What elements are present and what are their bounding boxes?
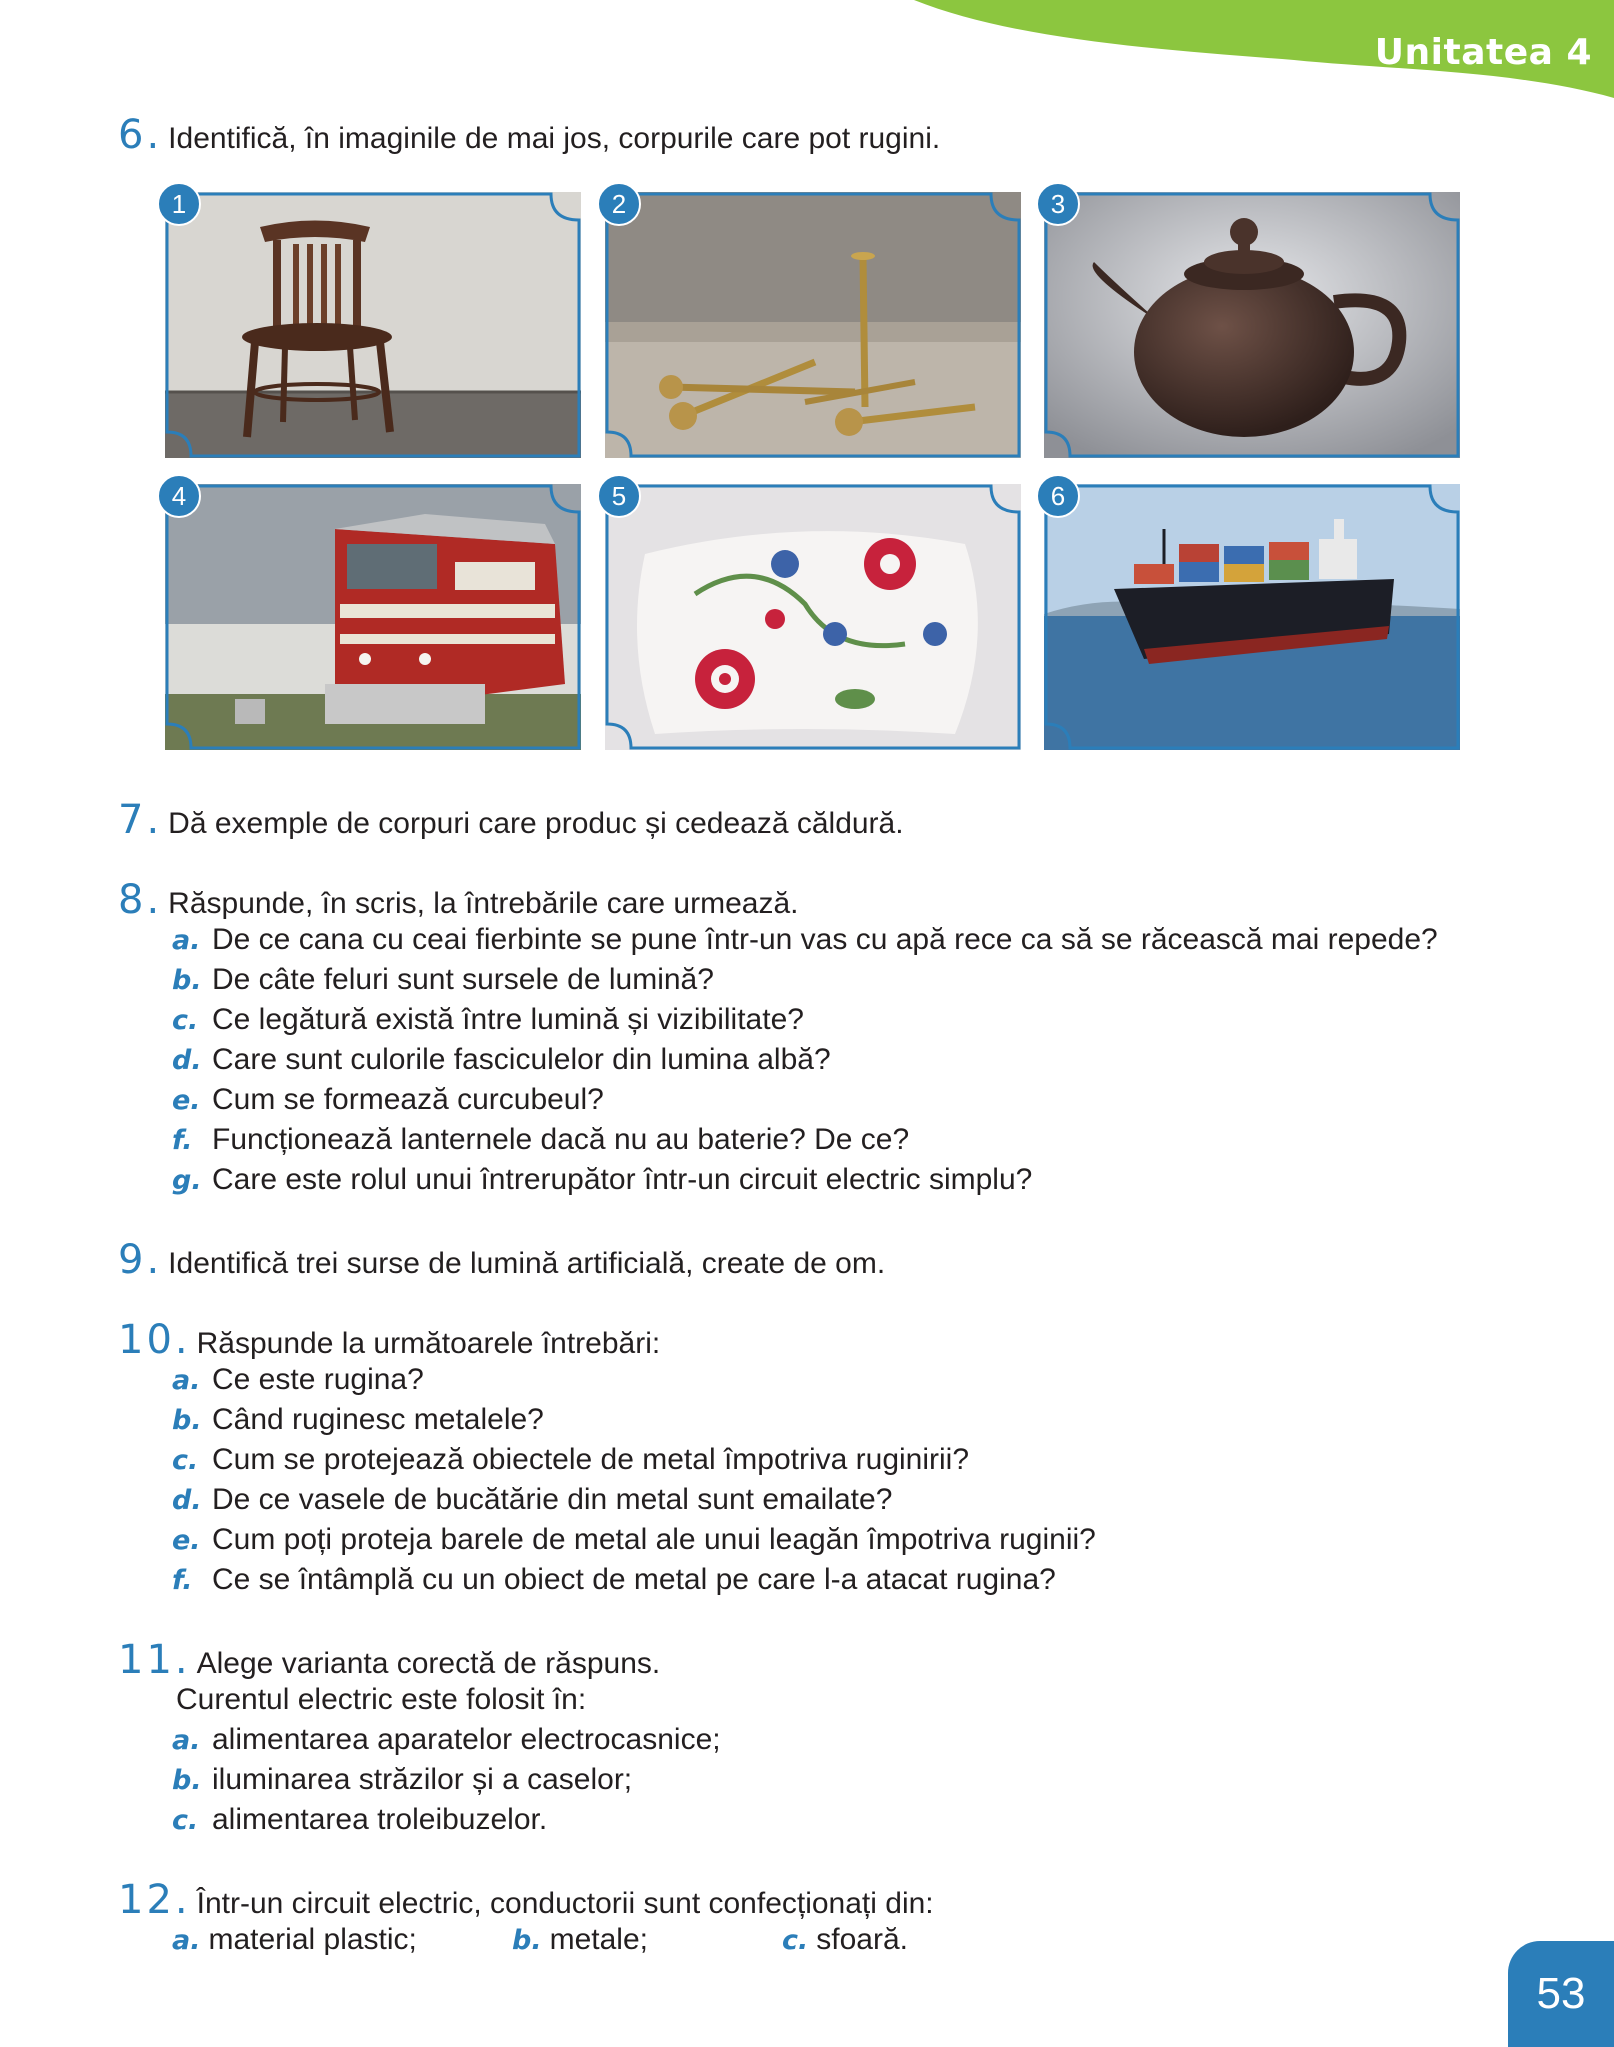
question-number: 6. — [118, 112, 163, 158]
subquestion — [172, 1160, 1032, 1201]
item-text: Care este rolul unui întrerupător într-un circuit electric simplu? — [212, 1163, 1033, 1196]
item-letter: f. — [172, 1565, 193, 1596]
item-letter: g. — [172, 1165, 202, 1196]
photo-3 — [1044, 188, 1460, 458]
question-8 — [118, 877, 799, 924]
answer-option — [782, 1920, 908, 1961]
question-text: Răspunde la următoarele întrebări: — [196, 1327, 661, 1360]
item-letter: d. — [172, 1485, 202, 1516]
photo-badge: 3 — [1036, 182, 1080, 226]
item-letter: a. — [172, 1725, 201, 1756]
photo-frame — [1044, 484, 1460, 750]
photo-1 — [165, 188, 581, 458]
question-number: 9. — [118, 1237, 163, 1283]
question-7 — [118, 797, 904, 844]
question-text: Dă exemple de corpuri care produc și cedează căldură. — [168, 807, 904, 840]
question-text: Alege varianta corectă de răspuns. — [196, 1647, 661, 1680]
subquestion — [172, 1080, 604, 1121]
item-text: Funcționează lanternele dacă nu au baterie? De ce? — [212, 1123, 910, 1156]
question-11 — [118, 1637, 661, 1684]
photo-badge: 1 — [157, 182, 201, 226]
photo-badge: 2 — [597, 182, 641, 226]
photo-badge: 5 — [597, 474, 641, 518]
item-letter: e. — [172, 1085, 201, 1116]
question-number: 12. — [118, 1877, 191, 1923]
item-letter: f. — [172, 1125, 193, 1156]
question-text: Identifică trei surse de lumină artificială, create de om. — [168, 1247, 886, 1280]
subquestion — [172, 1720, 721, 1761]
item-letter: b. — [172, 965, 202, 996]
item-text: De câte feluri sunt sursele de lumină? — [212, 963, 714, 996]
subquestion — [172, 1400, 544, 1441]
item-text: Cum se formează curcubeul? — [212, 1083, 604, 1116]
question-text: Răspunde, în scris, la întrebările care urmează. — [168, 887, 799, 920]
question-number: 11. — [118, 1637, 191, 1683]
item-letter: c. — [782, 1925, 809, 1956]
item-text: Ce se întâmplă cu un obiect de metal pe care l-a atacat rugina? — [212, 1563, 1056, 1596]
subquestion — [172, 1360, 424, 1401]
photo-frame — [1044, 192, 1460, 458]
photo-badge: 6 — [1036, 474, 1080, 518]
question-subtext: Curentul electric este folosit în: — [176, 1683, 587, 1716]
photo-6 — [1044, 480, 1460, 750]
item-text: alimentarea aparatelor electrocasnice; — [212, 1723, 721, 1756]
subquestion — [172, 1000, 804, 1041]
item-letter: a. — [172, 925, 201, 956]
item-letter: c. — [172, 1445, 199, 1476]
subquestion — [172, 1040, 831, 1081]
item-text: iluminarea străzilor și a caselor; — [212, 1763, 633, 1796]
item-text: Care sunt culorile fasciculelor din lumina albă? — [212, 1043, 831, 1076]
photo-2 — [605, 188, 1021, 458]
photo-frame — [605, 192, 1021, 458]
question-10 — [118, 1317, 661, 1364]
photo-4 — [165, 480, 581, 750]
question-text: Într-un circuit electric, conductorii sunt confecționați din: — [196, 1887, 934, 1920]
subquestion — [172, 1800, 547, 1841]
item-letter: b. — [512, 1925, 542, 1956]
item-letter: e. — [172, 1525, 201, 1556]
item-text: Cum poți proteja barele de metal ale unui leagăn împotriva ruginii? — [212, 1523, 1096, 1556]
item-letter: b. — [172, 1405, 202, 1436]
photo-badge: 4 — [157, 474, 201, 518]
item-text: De ce vasele de bucătărie din metal sunt emailate? — [212, 1483, 893, 1516]
item-text: alimentarea troleibuzelor. — [212, 1803, 548, 1836]
question-number: 10. — [118, 1317, 191, 1363]
unit-label: Unitatea 4 — [1374, 32, 1592, 73]
subquestion — [172, 1760, 632, 1801]
item-text: sfoară. — [816, 1923, 908, 1956]
subquestion — [172, 920, 1438, 961]
item-letter: c. — [172, 1805, 199, 1836]
photo-frame — [605, 484, 1021, 750]
item-letter: a. — [172, 1365, 201, 1396]
item-letter: a. — [172, 1925, 201, 1956]
page-number: 53 — [1508, 1941, 1614, 2047]
photo-frame — [165, 192, 581, 458]
item-text: Cum se protejează obiectele de metal împotriva ruginirii? — [212, 1443, 970, 1476]
item-text: material plastic; — [208, 1923, 417, 1956]
item-letter: b. — [172, 1765, 202, 1796]
answer-option — [512, 1920, 648, 1961]
item-text: De ce cana cu ceai fierbinte se pune într-un vas cu apă rece ca să se răcească mai repede? — [212, 923, 1438, 956]
question-9 — [118, 1237, 886, 1284]
item-text: Ce este rugina? — [212, 1363, 424, 1396]
answer-option — [172, 1920, 417, 1961]
subquestion — [172, 1560, 1056, 1601]
subquestion — [172, 1480, 892, 1521]
question-text: Identifică, în imaginile de mai jos, corpurile care pot rugini. — [168, 122, 941, 155]
subquestion — [172, 1120, 909, 1161]
photo-frame — [165, 484, 581, 750]
item-text: Ce legătură există între lumină și vizibilitate? — [212, 1003, 804, 1036]
item-letter: c. — [172, 1005, 199, 1036]
item-letter: d. — [172, 1045, 202, 1076]
question-number: 8. — [118, 877, 163, 923]
item-text: metale; — [549, 1923, 648, 1956]
question-12 — [118, 1877, 934, 1924]
subquestion — [172, 1520, 1096, 1561]
photo-5 — [605, 480, 1021, 750]
question-6 — [118, 112, 941, 159]
item-text: Când ruginesc metalele? — [212, 1403, 544, 1436]
question-number: 7. — [118, 797, 163, 843]
subquestion — [172, 1440, 969, 1481]
subquestion — [172, 960, 714, 1001]
